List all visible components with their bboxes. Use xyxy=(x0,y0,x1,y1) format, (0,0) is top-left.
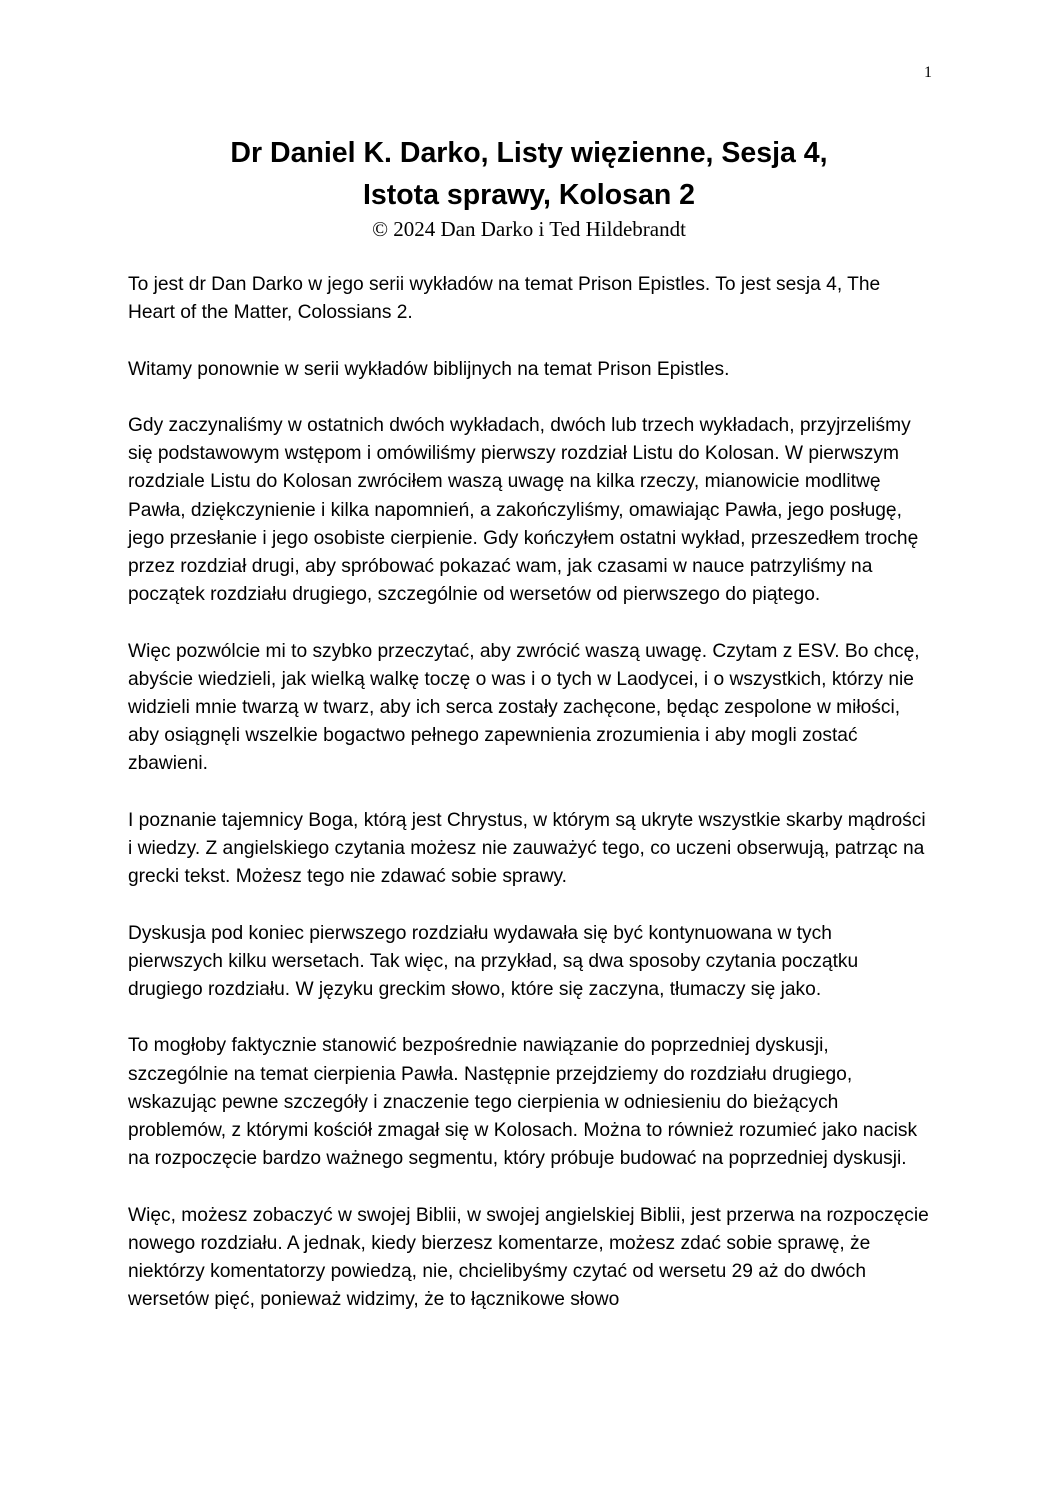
paragraph-reading: Więc pozwólcie mi to szybko przeczytać, aby zwrócić waszą uwagę. Czytam z ESV. Bo chcę, abyście wiedzieli, jak wielką walkę toczę o was i o tych w Laodycei, i o wszystkich, którzy nie widzieli mnie twarzą w twarz, aby ich serca zostały zachęcone, będąc zespolone w miłości, aby osiągnęli wszelkie bogactwo pełnego zapewnienia zrozumienia i aby mogli zostać zbawieni. xyxy=(128,640,920,775)
paragraph-connection: To mogłoby faktycznie stanowić bezpośrednie nawiązanie do poprzedniej dyskusji, szczególnie na temat cierpienia Pawła. Następnie przejdziemy do rozdziału drugiego, wskazując pewne szczegóły i znaczenie tego cierpienia w odniesieniu do bieżących problemów, z którymi kościół zmagał się w Kolosach. Można to również rozumieć jako nacisk na rozpoczęcie bardzo ważnego segmentu, który próbuje budować na poprzedniej dyskusji. xyxy=(128,1035,918,1170)
title-block xyxy=(0,132,1058,242)
paragraph-intro: To jest dr Dan Darko w jego serii wykładów na temat Prison Epistles. To jest sesja 4, The Heart of the Matter, Colossians 2. xyxy=(128,274,881,324)
document-title-line-1: Dr Daniel K. Darko, Listy więzienne, Sesja 4, xyxy=(230,137,828,169)
paragraph-mystery: I poznanie tajemnicy Boga, którą jest Chrystus, w którym są ukryte wszystkie skarby mądrości i wiedzy. Z angielskiego czytania możesz nie zauważyć tego, co uczeni obserwują, patrząc na grecki tekst. Możesz tego nie zdawać sobie sprawy. xyxy=(128,809,926,888)
paragraph-discussion: Dyskusja pod koniec pierwszego rozdziału wydawała się być kontynuowana w tych pierwszych kilku wersetach. Tak więc, na przykład, są dwa sposoby czytania początku drugiego rozdziału. W języku greckim słowo, które się zaczyna, tłumaczy się jako. xyxy=(128,922,859,1000)
copyright-notice: © 2024 Dan Darko i Ted Hildebrandt xyxy=(372,217,686,241)
paragraph-chapter-break: Więc, możesz zobaczyć w swojej Biblii, w swojej angielskiej Biblii, jest przerwa na rozpoczęcie nowego rozdziału. A jednak, kiedy bierzesz komentarze, możesz zdać sobie sprawę, że niektórzy komentatorzy powiedzą, nie, chcielibyśmy czytać od wersetu 29 aż do dwóch wersetów pięć, ponieważ widzimy, że to łącznikowe słowo xyxy=(128,1204,929,1311)
document-body xyxy=(128,271,930,1343)
paragraph-welcome: Witamy ponownie w serii wykładów biblijnych na temat Prison Epistles. xyxy=(128,358,730,380)
paragraph-recap: Gdy zaczynaliśmy w ostatnich dwóch wykładach, dwóch lub trzech wykładach, przyjrzeliśmy się podstawowym wstępom i omówiliśmy pierwszy rozdział Listu do Kolosan. W pierwszym rozdziale Listu do Kolosan zwróciłem waszą uwagę na kilka rzeczy, mianowicie modlitwę Pawła, dziękczynienie i kilka napomnień, a zakończyliśmy, omawiając Pawła, jego posługę, jego przesłanie i jego osobiste cierpienie. Gdy kończyłem ostatni wykład, przeszedłem trochę przez rozdział drugi, aby spróbować pokazać wam, jak czasami w nauce patrzyliśmy na początek rozdziału drugiego, szczególnie od wersetów od pierwszego do piątego. xyxy=(128,414,919,606)
page-number: 1 xyxy=(924,64,932,81)
document-title-line-2: Istota sprawy, Kolosan 2 xyxy=(362,179,696,211)
